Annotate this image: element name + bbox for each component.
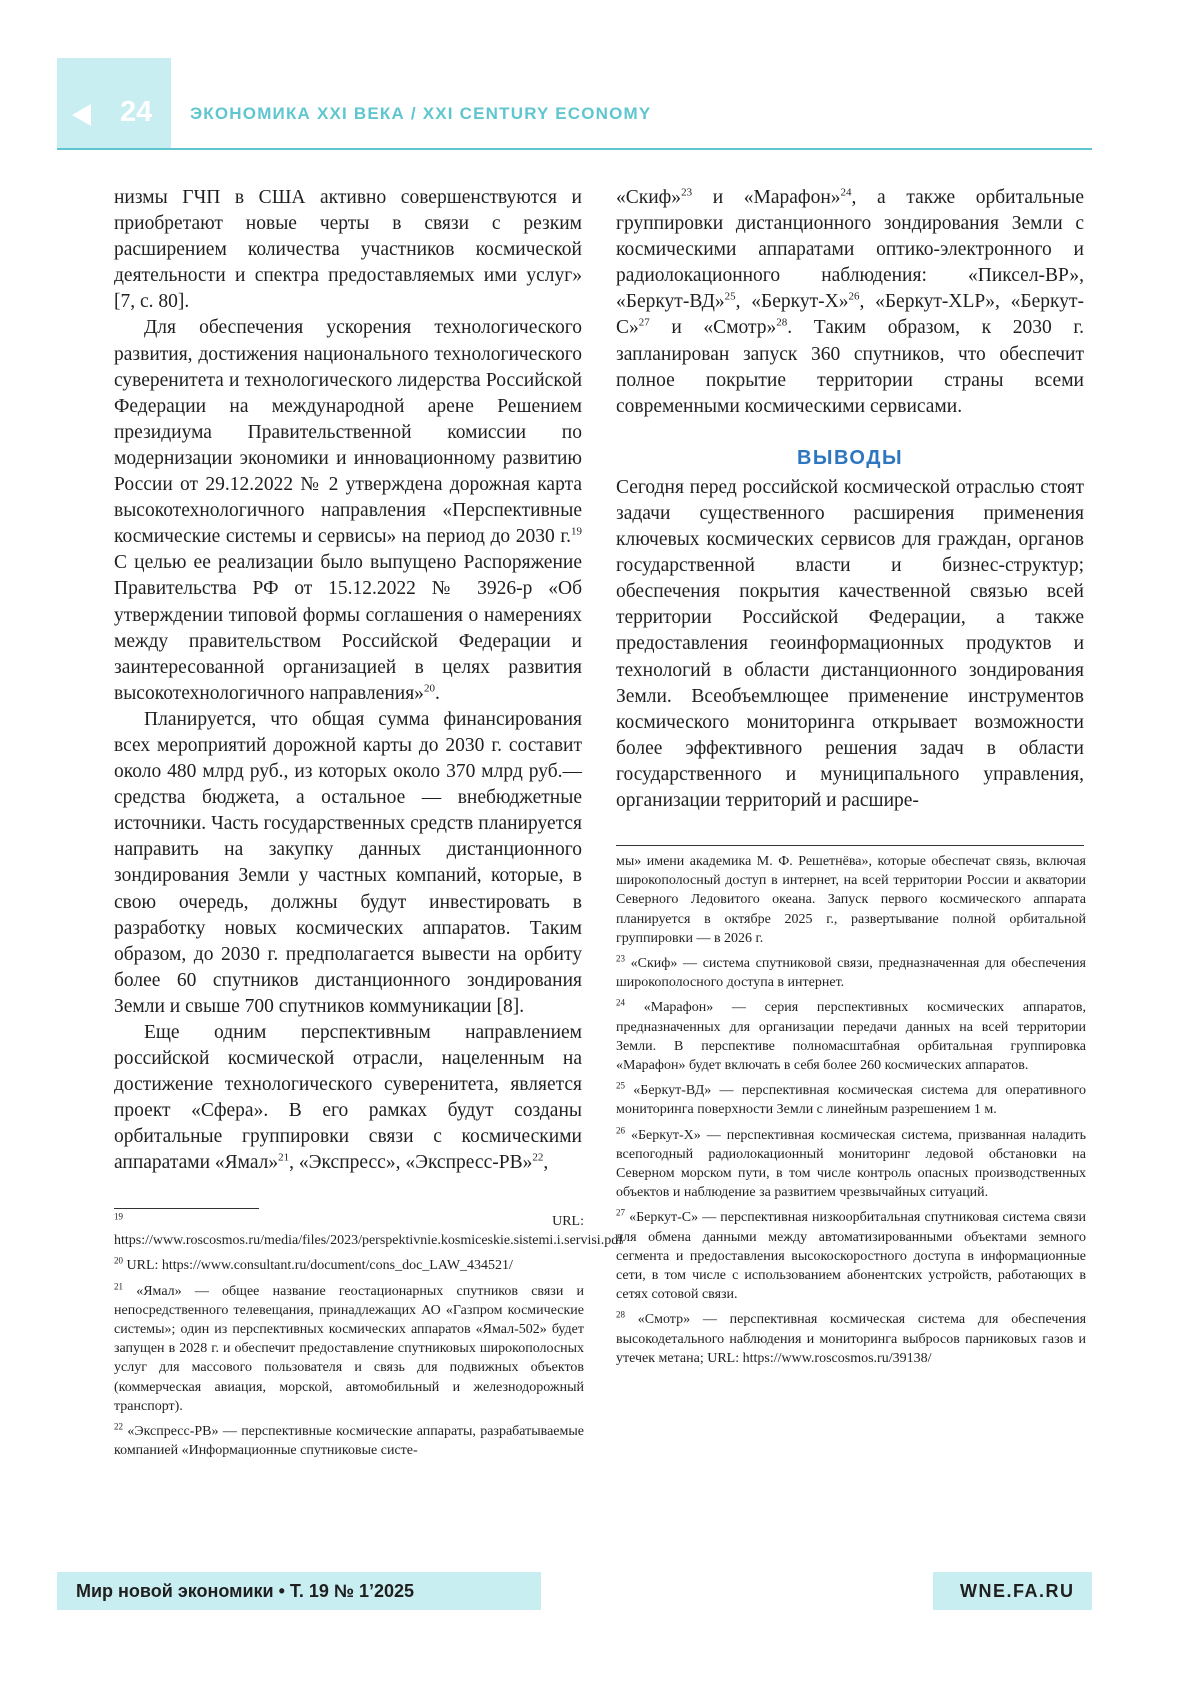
paragraph-text: и «Смотр» bbox=[649, 317, 777, 339]
footnote-text: «Ямал» — общее название геостационарных спутников связи и непосредственного телевещания, принадлежащих АО «Газпром космические системы»; один из перспективных космических аппаратов «Ямал-502» будет запущен в 2028 г. и обеспечит предоставление спутниковых широкополосных услуг для массового пользователя и связь для подвижных объектов (коммерческая авиация, морской, автомобильный и железнодорожный транспорт). bbox=[114, 1283, 585, 1414]
footnotes-left bbox=[114, 1211, 623, 1466]
footnote-ref[interactable]: 23 bbox=[681, 186, 693, 199]
footnote-text: «Марафон» — серия перспективных космических аппаратов, предназначенных для организации передачи данных на всей территории Земли. В перспективе полномасштабная орбитальная группировка «Марафон» будет включать в себя более 260 космических аппаратов. bbox=[616, 1000, 1087, 1074]
footnotes-right bbox=[616, 852, 1086, 1374]
paragraph bbox=[114, 315, 582, 706]
footnote-number: 22 bbox=[114, 1421, 123, 1432]
footnote bbox=[616, 1208, 1086, 1304]
footnote-ref[interactable]: 26 bbox=[848, 290, 860, 303]
footnote bbox=[114, 1282, 584, 1416]
footnote-continuation: мы» имени академика М. Ф. Решетнёва», которые обеспечат связь, включая широкополосный доступ в интернет, на всей территории России и акватории Северного Ледовитого океана. Запуск первого космического аппарата планируется в октябре 2025 г., развертывание полной орбитальной группировки — в 2026 г. bbox=[616, 854, 1086, 946]
footnote-text: «Беркут-ВД» — перспективная космическая система для оперативного мониторинга поверхности Земли с линейным разрешением 1 м. bbox=[616, 1083, 1087, 1118]
paragraph bbox=[114, 1020, 582, 1177]
footnote-ref[interactable]: 21 bbox=[278, 1151, 290, 1164]
footnote bbox=[616, 1081, 1086, 1119]
triangle-left-icon[interactable] bbox=[72, 104, 91, 126]
paragraph-text: Еще одним перспективным направлением российской космической отрасли, нацеленным на достижение технологического суверенитета, является проект «Сфера». В его рамках будут созданы орбитальные группировки связи с космическими аппаратами «Ямал» bbox=[114, 1022, 582, 1174]
footnote bbox=[114, 1211, 623, 1250]
section-heading: ВЫВОДЫ bbox=[796, 446, 904, 469]
footnote-ref[interactable]: 22 bbox=[532, 1151, 544, 1164]
journal-title: ЭКОНОМИКА XXI ВЕКА / XXI CENTURY ECONOMY bbox=[190, 104, 652, 123]
footnote-number: 27 bbox=[616, 1207, 625, 1218]
footnote bbox=[616, 998, 1086, 1075]
footnote-text: URL: https://www.roscosmos.ru/media/files/2023/perspektivnie.kosmiceskie.sistemi.i.servisi.pdf bbox=[114, 1214, 623, 1249]
footnote-ref[interactable]: 20 bbox=[423, 682, 435, 695]
footnote-ref[interactable]: 25 bbox=[724, 290, 736, 303]
footnote-ref[interactable]: 19 bbox=[571, 525, 582, 538]
paragraph-text: , «Беркут-Х» bbox=[735, 291, 849, 313]
page-number: 24 bbox=[120, 96, 153, 128]
paragraph-text: Для обеспечения ускорения технологического развития, достижения национального технологического суверенитета и технологического лидерства Российской Федерации на международной арене Решением президиума Правительственной комиссии по модернизации экономики и инновационному развитию России от 29.12.2022 № 2 утверждена дорожная карта высокотехнологичного направления «Перспективные космические системы и сервисы» на период до 2030 г. bbox=[114, 317, 582, 548]
footnote-text: «Беркут-С» — перспективная низкоорбитальная спутниковая система связи для обмена данными между автоматизированными объектами земного сегмента и предоставления высокоскоростного доступа в информационные сети, в том числе с использованием абонентских устройств, работающих в сетях сотовой связи. bbox=[616, 1210, 1086, 1303]
paragraph bbox=[114, 185, 582, 315]
paragraph-text: , «Беркут-XLP», «Беркут-С» bbox=[616, 291, 1084, 339]
footnote-number: 26 bbox=[616, 1124, 625, 1135]
paragraph-text: С целью ее реализации было выпущено Распоряжение Правительства РФ от 15.12.2022 № 3926-р «Об утверждении типовой формы соглашения о намерениях между правительством Российской Федерации и заинтересованной организацией в целях развития высокотехнологичного направления» bbox=[114, 552, 582, 704]
footnote-ref[interactable]: 24 bbox=[840, 186, 852, 199]
footnote-divider bbox=[114, 1208, 259, 1209]
paragraph-text: Планируется, что общая сумма финансирования всех мероприятий дорожной карты до 2030 г. составит около 480 млрд руб., из которых около 370 млрд руб.— средства бюджета, а остальное — внебюджетные источники. Часть государственных средств планируется направить на закупку данных дистанционного зондирования Земли у частных компаний, которые, в свою очередь, должны будут инвестировать в разработку новых космических аппаратов. Таким образом, до 2030 г. предполагается вывести на орбиту более 60 спутников дистанционного зондирования Земли и свыше 700 спутников коммуникации [8]. bbox=[114, 708, 582, 1017]
paragraph-text: . Таким образом, к 2030 г. запланирован запуск 360 спутников, что обеспечит полное покрытие территории страны всеми современными космическими сервисами. bbox=[616, 317, 1084, 417]
footnote bbox=[616, 1310, 1086, 1368]
footnote-text: «Скиф» — система спутниковой связи, предназначенная для обеспечения широкополосного доступа в интернет. bbox=[616, 956, 1086, 991]
footnote-number: 21 bbox=[114, 1280, 123, 1291]
left-column bbox=[114, 185, 582, 1177]
footer-journal-issue: Мир новой экономики • Т. 19 № 1’2025 bbox=[76, 1581, 415, 1601]
footnote bbox=[616, 1126, 1086, 1203]
footnote-text: «Смотр» — перспективная космическая система для обеспечения высокодетального наблюдения и мониторинга выбросов парниковых газов и утечек метана; URL: https://www.roscosmos.ru/39138/ bbox=[616, 1312, 1087, 1366]
footnote-number: 20 bbox=[114, 1255, 123, 1266]
footnote-text: «Беркут-Х» — перспективная космическая система, призванная наладить всепогодный радиолокационный мониторинг ледовой обстановки на Северном морском пути, в том числе контроль опасных производственных объектов и наблюдение за развитием чрезвычайных ситуаций. bbox=[616, 1127, 1087, 1201]
paragraph bbox=[114, 707, 582, 1020]
footnote-number: 23 bbox=[616, 953, 625, 964]
right-column bbox=[616, 185, 1084, 814]
paragraph-text: «Скиф» bbox=[616, 187, 682, 208]
footnote-number: 28 bbox=[616, 1309, 625, 1320]
footnote-number: 24 bbox=[616, 997, 625, 1008]
paragraph bbox=[616, 475, 1084, 814]
footnote-number: 19 bbox=[114, 1211, 123, 1222]
footnote bbox=[114, 1256, 584, 1275]
paragraph-text: Сегодня перед российской космической отраслью стоят задачи существенного расширения применения ключевых космических сервисов для граждан, органов государственной власти и бизнес-структур; обеспечения покрытия качественной связью всей территории Российской Федерации, а также предоставления геоинформационных продуктов и технологий в области дистанционного зондирования Земли. Всеобъемлющее применение инструментов космического мониторинга открывает возможности более эффективного решения задач в области государственного и муниципального управления, организации территорий и расшире- bbox=[616, 476, 1084, 811]
footnote-text: «Экспресс-РВ» — перспективные космические аппараты, разрабатываемые компанией «Информационные спутниковые систе- bbox=[114, 1424, 585, 1459]
footnote-divider bbox=[616, 845, 1084, 846]
footer-site-link[interactable]: WNE.FA.RU bbox=[960, 1581, 1075, 1601]
header-rule bbox=[57, 148, 1092, 150]
footnote-ref[interactable]: 28 bbox=[776, 316, 788, 329]
paragraph-text: . bbox=[434, 682, 440, 704]
paragraph-text: низмы ГЧП в США активно совершенствуются и приобретают новые черты в связи с резким расширением количества участников космической деятельности и спектра предоставляемых ими услуг» [7, с. 80]. bbox=[114, 187, 582, 313]
footnote bbox=[114, 1422, 584, 1460]
paragraph bbox=[616, 185, 1084, 420]
footnote-number: 25 bbox=[616, 1080, 625, 1091]
footnote-ref[interactable]: 27 bbox=[638, 316, 650, 329]
paragraph-text: , «Экспресс», «Экспресс-РВ» bbox=[289, 1152, 533, 1174]
paragraph-text: , а также орбитальные группировки дистанционного зондирования Земли с космическими аппаратами оптико-электронного и радиолокационного наблюдения: «Пиксел-ВР», «Беркут-ВД» bbox=[616, 187, 1084, 313]
footnote bbox=[616, 954, 1086, 992]
paragraph-text: и «Марафон» bbox=[692, 187, 841, 208]
footnote-text: URL: https://www.consultant.ru/document/cons_doc_LAW_434521/ bbox=[126, 1258, 513, 1274]
paragraph-text: , bbox=[543, 1152, 549, 1174]
